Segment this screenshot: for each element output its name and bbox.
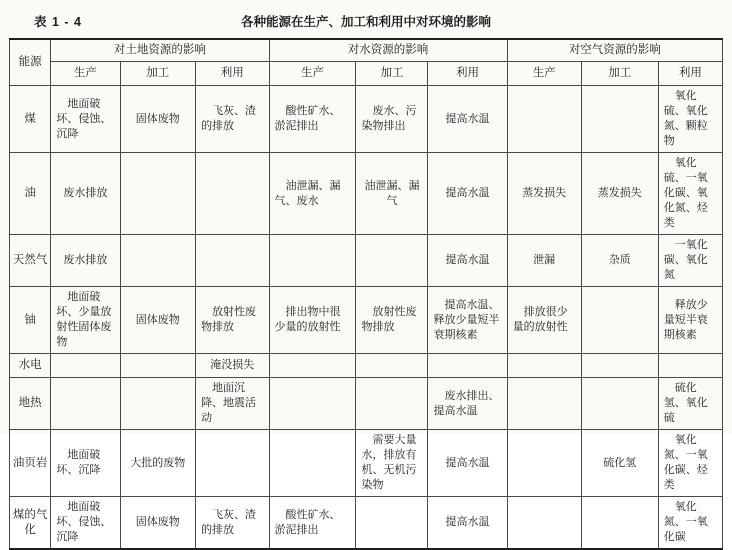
impact-cell: 释放少量短半衰期核素 bbox=[658, 287, 722, 354]
impact-cell: 废水、污染物排出 bbox=[356, 86, 428, 153]
impact-cell: 地面破坏、侵蚀、沉降 bbox=[51, 86, 120, 153]
impact-cell: 酸性矿水、淤泥排出 bbox=[269, 86, 356, 153]
water-production-header: 生产 bbox=[269, 62, 356, 86]
impact-cell bbox=[269, 354, 356, 378]
impact-cell: 泄漏 bbox=[507, 235, 581, 287]
impact-cell: 氧化氮、一氧化碳、烃类 bbox=[658, 430, 722, 497]
table-row bbox=[10, 430, 723, 497]
impact-cell bbox=[356, 235, 428, 287]
impact-cell bbox=[51, 378, 120, 430]
impact-cell bbox=[196, 430, 269, 497]
impact-cell: 油泄漏、漏气 bbox=[356, 153, 428, 235]
impact-cell bbox=[120, 153, 196, 235]
impact-cell bbox=[356, 378, 428, 430]
impact-cell: 提高水温 bbox=[428, 86, 507, 153]
land-impact-group-header: 对土地资源的影响 bbox=[51, 39, 269, 62]
table-title: 各种能源在生产、加工和利用中对环境的影响 bbox=[240, 15, 491, 29]
impact-cell bbox=[120, 378, 196, 430]
table-number-label: 表 1 - 4 bbox=[34, 15, 82, 29]
energy-impact-table bbox=[9, 38, 723, 550]
impact-cell: 氧化硫、一氧化碳、氧化氮、烃类 bbox=[658, 153, 722, 235]
impact-cell: 蒸发损失 bbox=[581, 153, 658, 235]
energy-name-cell: 煤的气化 bbox=[10, 497, 51, 550]
impact-cell: 需要大量水，排放有机、无机污染物 bbox=[356, 430, 428, 497]
impact-cell: 废水排放 bbox=[51, 153, 120, 235]
impact-cell bbox=[507, 497, 581, 550]
energy-name-cell: 铀 bbox=[10, 287, 51, 354]
impact-cell bbox=[269, 378, 356, 430]
impact-cell: 地面破坏、沉降 bbox=[51, 430, 120, 497]
water-processing-header: 加工 bbox=[356, 62, 428, 86]
impact-cell: 固体废物 bbox=[120, 287, 196, 354]
impact-cell bbox=[51, 354, 120, 378]
impact-cell bbox=[507, 354, 581, 378]
impact-cell: 飞灰、渣的排放 bbox=[196, 86, 269, 153]
energy-name-cell: 煤 bbox=[10, 86, 51, 153]
impact-cell bbox=[269, 235, 356, 287]
impact-cell: 提高水温 bbox=[428, 235, 507, 287]
impact-cell: 一氧化碳、氧化氮 bbox=[658, 235, 722, 287]
impact-cell bbox=[507, 430, 581, 497]
impact-cell: 杂质 bbox=[581, 235, 658, 287]
impact-cell: 提高水温 bbox=[428, 153, 507, 235]
impact-cell bbox=[196, 235, 269, 287]
table-row bbox=[10, 86, 723, 153]
impact-cell: 油泄漏、漏气、废水 bbox=[269, 153, 356, 235]
air-utilization-header: 利用 bbox=[658, 62, 722, 86]
impact-cell: 硫化氢 bbox=[581, 430, 658, 497]
air-processing-header: 加工 bbox=[581, 62, 658, 86]
impact-cell bbox=[658, 354, 722, 378]
impact-cell bbox=[428, 354, 507, 378]
header-group-row bbox=[10, 39, 723, 62]
impact-cell bbox=[120, 354, 196, 378]
table-row bbox=[10, 153, 723, 235]
table-row bbox=[10, 354, 723, 378]
air-production-header: 生产 bbox=[507, 62, 581, 86]
impact-cell bbox=[269, 430, 356, 497]
impact-cell: 排放很少量的放射性 bbox=[507, 287, 581, 354]
impact-cell: 提高水温 bbox=[428, 497, 507, 550]
water-utilization-header: 利用 bbox=[428, 62, 507, 86]
impact-cell bbox=[581, 354, 658, 378]
water-impact-group-header: 对水资源的影响 bbox=[269, 39, 507, 62]
energy-name-cell: 地热 bbox=[10, 378, 51, 430]
impact-cell: 硫化氢、氧化硫 bbox=[658, 378, 722, 430]
table-row bbox=[10, 378, 723, 430]
table-body bbox=[10, 86, 723, 550]
land-utilization-header: 利用 bbox=[196, 62, 269, 86]
impact-cell bbox=[581, 287, 658, 354]
impact-cell bbox=[507, 86, 581, 153]
energy-name-cell: 天然气 bbox=[10, 235, 51, 287]
impact-cell: 地面沉降、地震活动 bbox=[196, 378, 269, 430]
land-processing-header: 加工 bbox=[120, 62, 196, 86]
impact-cell: 飞灰、渣的排放 bbox=[196, 497, 269, 550]
impact-cell: 废水排放 bbox=[51, 235, 120, 287]
impact-cell: 提高水温、释放少量短半衰期核素 bbox=[428, 287, 507, 354]
impact-cell: 酸性矿水、淤泥排出 bbox=[269, 497, 356, 550]
impact-cell: 氧化氮、一氧化碳 bbox=[658, 497, 722, 550]
impact-cell: 淹没损失 bbox=[196, 354, 269, 378]
impact-cell: 排出物中很少量的放射性 bbox=[269, 287, 356, 354]
impact-cell: 放射性废物排放 bbox=[196, 287, 269, 354]
impact-cell: 地面破坏、侵蚀、沉降 bbox=[51, 497, 120, 550]
air-impact-group-header: 对空气资源的影响 bbox=[507, 39, 722, 62]
table-row bbox=[10, 235, 723, 287]
table-header bbox=[10, 39, 723, 86]
impact-cell bbox=[196, 153, 269, 235]
impact-cell: 地面破坏、少量放射性固体废物 bbox=[51, 287, 120, 354]
header-phase-row bbox=[10, 62, 723, 86]
impact-cell bbox=[356, 497, 428, 550]
energy-column-header: 能源 bbox=[10, 39, 51, 86]
energy-name-cell: 油页岩 bbox=[10, 430, 51, 497]
energy-name-cell: 水电 bbox=[10, 354, 51, 378]
impact-cell: 固体废物 bbox=[120, 497, 196, 550]
impact-cell bbox=[581, 497, 658, 550]
impact-cell: 蒸发损失 bbox=[507, 153, 581, 235]
impact-cell: 废水排出、提高水温 bbox=[428, 378, 507, 430]
scanned-page bbox=[8, 0, 724, 550]
impact-cell: 氧化硫、氧化氮、颗粒物 bbox=[658, 86, 722, 153]
impact-cell bbox=[356, 354, 428, 378]
impact-cell bbox=[581, 378, 658, 430]
energy-name-cell: 油 bbox=[10, 153, 51, 235]
impact-cell: 放射性废物排放 bbox=[356, 287, 428, 354]
table-caption-bar bbox=[8, 8, 724, 38]
impact-cell: 提高水温 bbox=[428, 430, 507, 497]
impact-cell: 固体废物 bbox=[120, 86, 196, 153]
table-row bbox=[10, 497, 723, 550]
impact-cell bbox=[581, 86, 658, 153]
table-row bbox=[10, 287, 723, 354]
impact-cell: 大批的废物 bbox=[120, 430, 196, 497]
impact-cell bbox=[507, 378, 581, 430]
impact-cell bbox=[120, 235, 196, 287]
land-production-header: 生产 bbox=[51, 62, 120, 86]
